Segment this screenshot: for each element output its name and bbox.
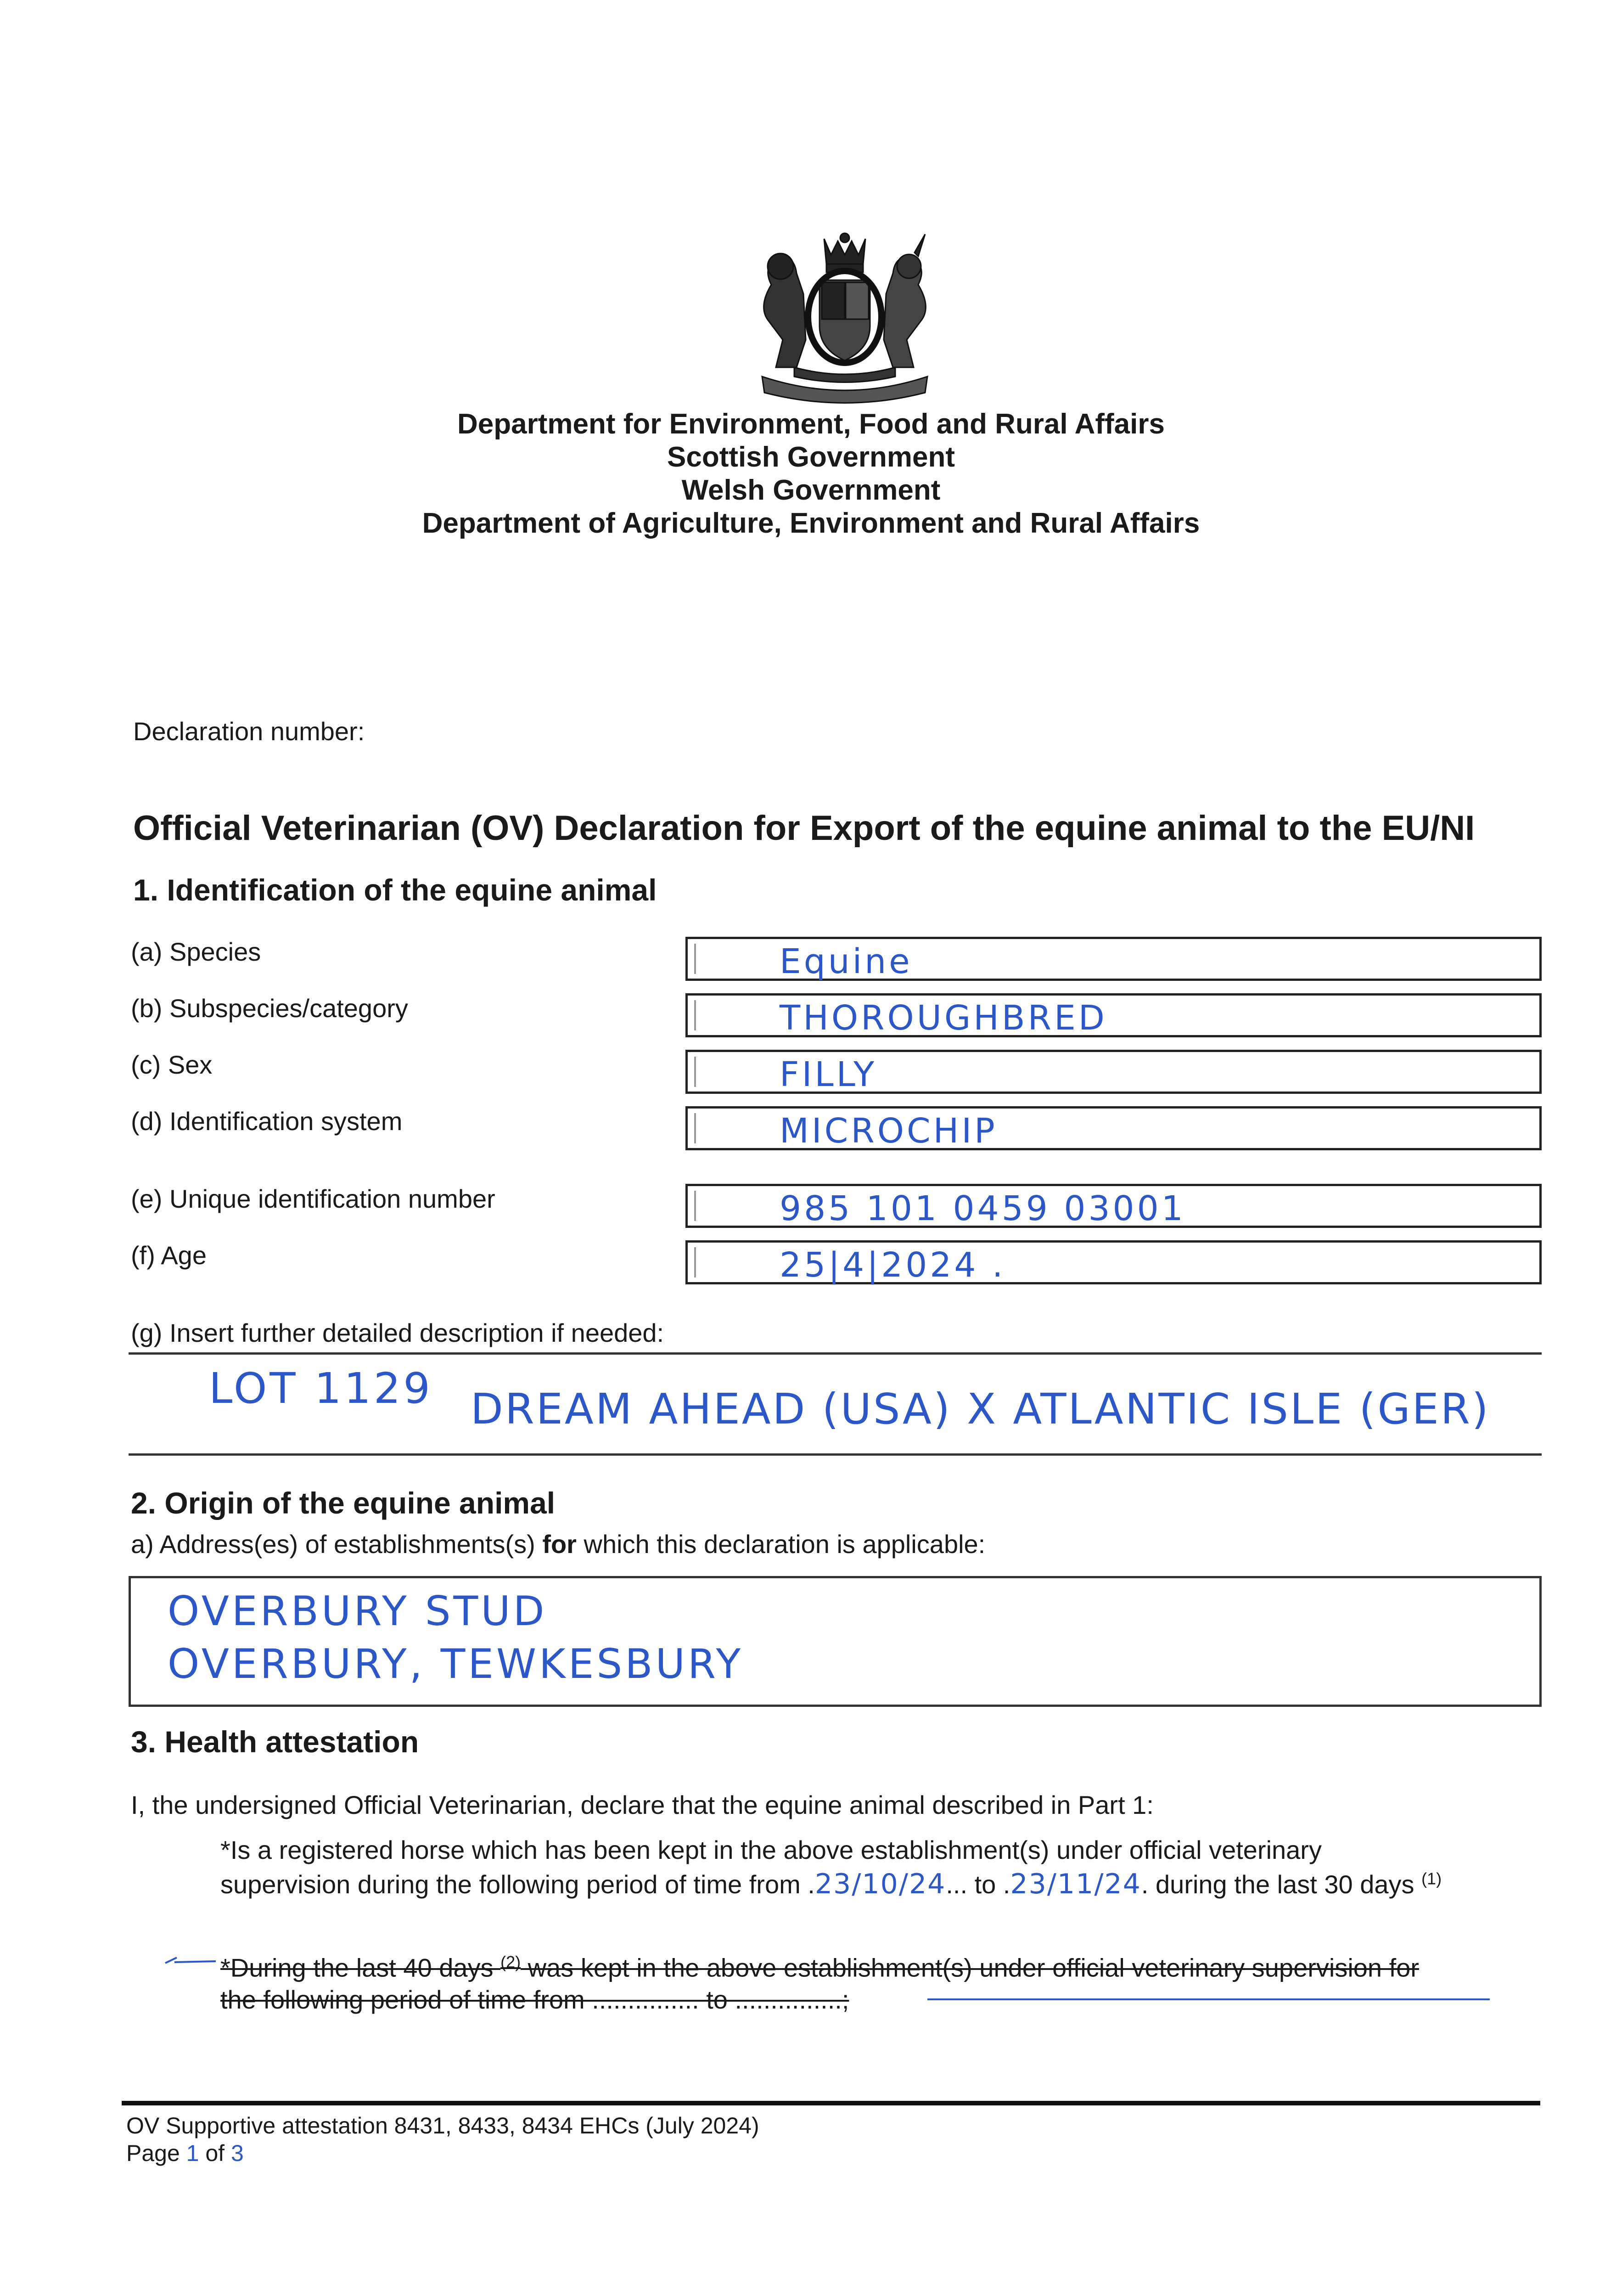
field-box-tick xyxy=(694,1113,696,1143)
further-description-field[interactable] xyxy=(129,1352,1542,1456)
field-box-tick xyxy=(694,1247,696,1277)
field-box-tick xyxy=(694,1000,696,1030)
sex-value: FILLY xyxy=(780,1055,877,1094)
field-label-species: (a) Species xyxy=(131,937,261,966)
attestation-item1-line1: *Is a registered horse which has been kept in the above establishment(s) under official veterinary xyxy=(220,1835,1322,1864)
age-value: 25|4|2024 . xyxy=(780,1245,1006,1285)
pedigree-value: DREAM AHEAD (USA) X ATLANTIC ISLE (GER) xyxy=(471,1384,1490,1434)
field-box-tick xyxy=(694,1191,696,1221)
field-label-unique-id: (e) Unique identification number xyxy=(131,1184,495,1213)
section3-intro: I, the undersigned Official Veterinarian, declare that the equine animal described in Part 1: xyxy=(131,1790,1154,1819)
section2-subheading: a) Address(es) of establishments(s) for which this declaration is applicable: xyxy=(131,1530,986,1559)
page-number: Page 1 of 3 xyxy=(126,2140,244,2166)
handwritten-dash-mark xyxy=(163,1954,218,1968)
field-label-subspecies: (b) Subspecies/category xyxy=(131,994,408,1023)
sex-field[interactable] xyxy=(685,1050,1542,1094)
further-description-label: (g) Insert further detailed description if needed: xyxy=(131,1318,664,1347)
species-field[interactable] xyxy=(685,937,1542,981)
lot-number-value: LOT 1129 xyxy=(209,1364,433,1413)
field-label-age: (f) Age xyxy=(131,1241,207,1270)
unique-id-field[interactable] xyxy=(685,1184,1542,1228)
identification-system-field[interactable] xyxy=(685,1106,1542,1150)
field-box-tick xyxy=(694,944,696,974)
address-line2-value: OVERBURY, TEWKESBURY xyxy=(168,1640,744,1688)
section1-heading: 1. Identification of the equine animal xyxy=(133,873,657,907)
header-line-defra: Department for Environment, Food and Rural Affairs xyxy=(457,408,1165,440)
header-line-daera: Department of Agriculture, Environment and Rural Affairs xyxy=(422,507,1200,539)
date-to-value: 23/11/24 xyxy=(1010,1868,1141,1900)
document-title: Official Veterinarian (OV) Declaration for Export of the equine animal to the EU/NI xyxy=(133,809,1475,848)
royal-coat-of-arms-emblem xyxy=(744,230,946,406)
address-line1-value: OVERBURY STUD xyxy=(168,1587,547,1635)
header-line-scottish-government: Scottish Government xyxy=(667,441,955,473)
field-label-identification-system: (d) Identification system xyxy=(131,1107,403,1136)
establishment-address-field[interactable] xyxy=(129,1576,1542,1707)
attestation-item2-line2: the following period of time from ............... to ...............; xyxy=(220,1985,849,2014)
field-box-tick xyxy=(694,1057,696,1087)
handwritten-strike-line xyxy=(927,1998,1490,2000)
species-value: Equine xyxy=(780,942,913,981)
subspecies-field[interactable] xyxy=(685,993,1542,1037)
header-line-welsh-government: Welsh Government xyxy=(681,474,941,506)
unique-id-value: 985 101 0459 03001 xyxy=(780,1189,1186,1228)
footer-attestation-reference: OV Supportive attestation 8431, 8433, 8434 EHCs (July 2024) xyxy=(126,2113,759,2138)
declaration-number-label: Declaration number: xyxy=(133,717,365,746)
date-from-value: 23/10/24 xyxy=(814,1868,946,1900)
section3-heading: 3. Health attestation xyxy=(131,1725,419,1759)
attestation-item2-line1: *During the last 40 days $^{(2)}$ was kept in the above establishment(s) under official veterinary supervision for xyxy=(220,1953,1419,1982)
age-field[interactable] xyxy=(685,1240,1542,1284)
field-label-sex: (c) Sex xyxy=(131,1050,213,1079)
attestation-item1-line2: supervision during the following period of time from .23/10/24... to .23/11/24. during the last 30 days $^{(1)}$ xyxy=(220,1868,1442,1900)
footer-rule xyxy=(122,2101,1540,2105)
identification-system-value: MICROCHIP xyxy=(780,1111,998,1151)
subspecies-value: THOROUGHBRED xyxy=(780,998,1107,1038)
section2-heading: 2. Origin of the equine animal xyxy=(131,1486,556,1520)
